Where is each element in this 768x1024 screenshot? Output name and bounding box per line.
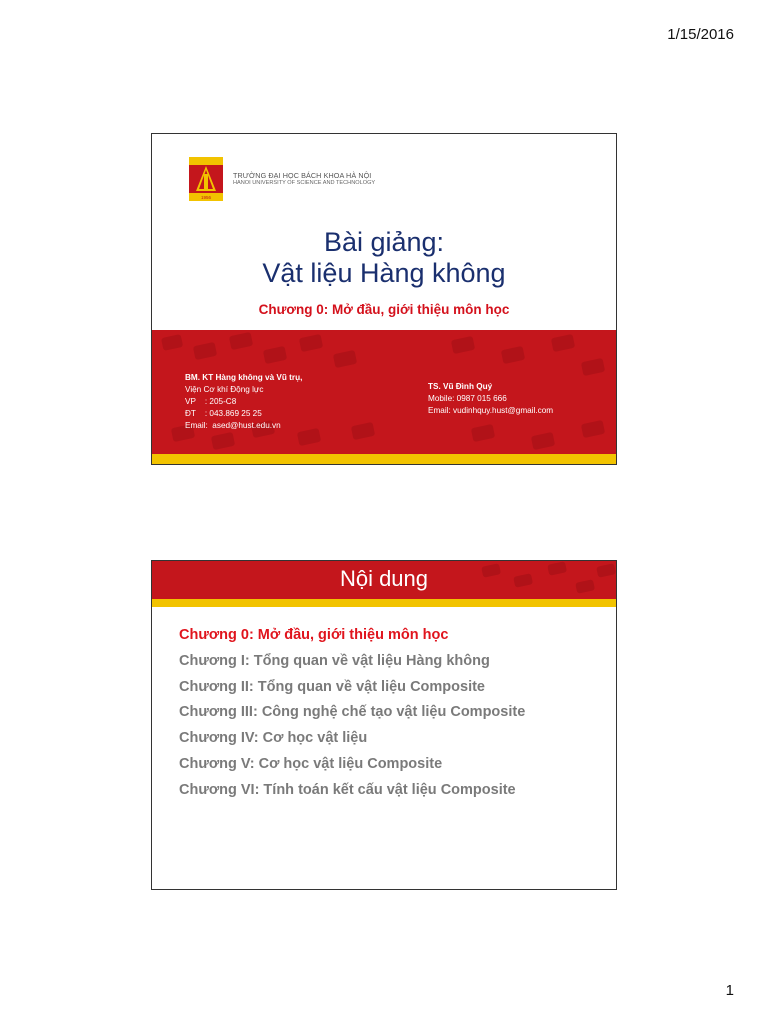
lecture-title-line2: Vật liệu Hàng không xyxy=(262,258,506,288)
department-email: Email: ased@hust.edu.vn xyxy=(185,421,281,430)
list-item: Chương 0: Mở đầu, giới thiệu môn học xyxy=(179,627,449,643)
office-location: VP : 205-C8 xyxy=(185,397,237,406)
yellow-stripe xyxy=(152,454,616,464)
department-name: BM. KT Hàng không và Vũ trụ, xyxy=(185,373,303,382)
hust-logo-icon xyxy=(189,157,223,201)
title-slide xyxy=(151,133,617,465)
contents-header xyxy=(152,561,616,599)
lecture-title-line1: Bài giảng: xyxy=(323,227,445,257)
list-item: Chương IV: Cơ học vật liệu xyxy=(179,730,368,747)
contents-title: Nội dung xyxy=(339,566,429,591)
yellow-stripe xyxy=(152,599,616,607)
lecturer-mobile: Mobile: 0987 015 666 xyxy=(428,394,507,403)
lecturer-contact xyxy=(428,381,553,417)
page-date: 1/15/2016 xyxy=(667,26,734,43)
institute-name: Viện Cơ khí Động lực xyxy=(185,385,264,394)
university-name-en: HANOI UNIVERSITY OF SCIENCE AND TECHNOLOGY xyxy=(233,180,376,186)
university-logo xyxy=(189,157,223,201)
lecturer-email: Email: vudinhquy.hust@gmail.com xyxy=(428,406,554,415)
svg-text:1956: 1956 xyxy=(200,195,212,200)
list-item: Chương VI: Tính toán kết cấu vật liệu Composite xyxy=(179,781,516,798)
lecturer-name: TS. Vũ Đình Quý xyxy=(428,382,493,391)
list-item: Chương I: Tổng quan về vật liệu Hàng không xyxy=(179,652,490,669)
department-contact xyxy=(185,372,302,432)
chapter-list xyxy=(179,627,525,808)
list-item: Chương III: Công nghệ chế tạo vật liệu Composite xyxy=(179,704,526,721)
university-name: TRƯỜNG ĐẠI HỌC BÁCH KHOA HÀ NỘI xyxy=(233,171,372,180)
list-item: Chương V: Cơ học vật liệu Composite xyxy=(179,755,443,772)
office-phone: ĐT : 043.869 25 25 xyxy=(185,409,262,418)
list-item: Chương II: Tổng quan về vật liệu Composite xyxy=(179,678,485,695)
contents-slide xyxy=(151,560,617,890)
chapter-subtitle: Chương 0: Mở đầu, giới thiệu môn học xyxy=(258,302,510,317)
page-number: 1 xyxy=(725,982,734,999)
